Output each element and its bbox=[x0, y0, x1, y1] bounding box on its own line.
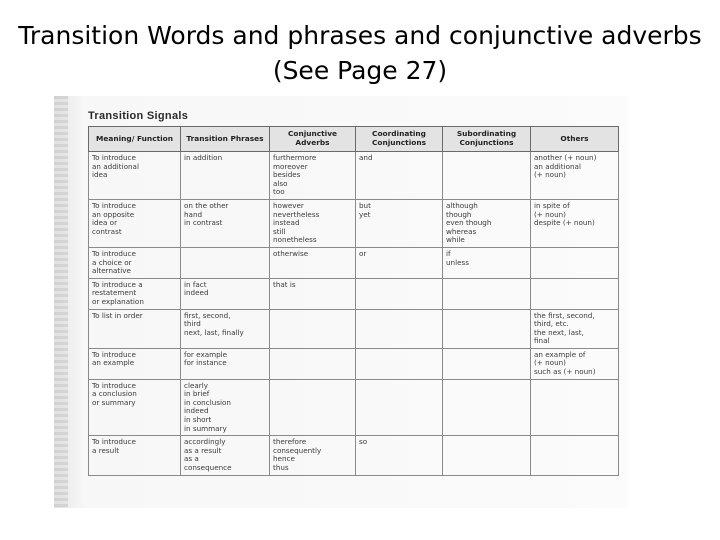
cell-adverbs bbox=[270, 348, 356, 379]
column-header-others: Others bbox=[531, 127, 619, 152]
cell-coordinating: but yet bbox=[356, 199, 443, 247]
cell-adverbs: otherwise bbox=[270, 247, 356, 278]
cell-phrases: clearly in brief in conclusion indeed in short in summary bbox=[181, 379, 270, 436]
cell-subordinating bbox=[443, 348, 531, 379]
cell-subordinating: although though even though whereas while bbox=[443, 199, 531, 247]
cell-others bbox=[531, 436, 619, 475]
cell-subordinating bbox=[443, 436, 531, 475]
column-header-adverbs: Conjunctive Adverbs bbox=[270, 127, 356, 152]
cell-others bbox=[531, 379, 619, 436]
cell-coordinating bbox=[356, 309, 443, 348]
cell-subordinating bbox=[443, 278, 531, 309]
table-row bbox=[89, 152, 619, 200]
cell-others: another (+ noun) an additional (+ noun) bbox=[531, 152, 619, 200]
cell-subordinating bbox=[443, 152, 531, 200]
cell-phrases: on the other hand in contrast bbox=[181, 199, 270, 247]
column-header-coordinating: Coordinating Conjunctions bbox=[356, 127, 443, 152]
cell-adverbs bbox=[270, 379, 356, 436]
table-header-row bbox=[89, 127, 619, 152]
column-header-phrases: Transition Phrases bbox=[181, 127, 270, 152]
cell-adverbs: however nevertheless instead still nonetheless bbox=[270, 199, 356, 247]
cell-coordinating bbox=[356, 278, 443, 309]
table-row bbox=[89, 278, 619, 309]
cell-function: To introduce an additional idea bbox=[89, 152, 181, 200]
column-header-function: Meaning/ Function bbox=[89, 127, 181, 152]
cell-coordinating: so bbox=[356, 436, 443, 475]
cell-phrases bbox=[181, 247, 270, 278]
cell-others bbox=[531, 247, 619, 278]
cell-coordinating bbox=[356, 348, 443, 379]
cell-function: To introduce an opposite idea or contrast bbox=[89, 199, 181, 247]
cell-others: the first, second, third, etc. the next, last, final bbox=[531, 309, 619, 348]
table-row bbox=[89, 436, 619, 475]
cell-adverbs: that is bbox=[270, 278, 356, 309]
cell-phrases: first, second, third next, last, finally bbox=[181, 309, 270, 348]
table-heading: Transition Signals bbox=[88, 110, 189, 122]
cell-adverbs: furthermore moreover besides also too bbox=[270, 152, 356, 200]
transition-signals-table bbox=[88, 126, 619, 476]
cell-coordinating: and bbox=[356, 152, 443, 200]
cell-adverbs bbox=[270, 309, 356, 348]
cell-function: To introduce a conclusion or summary bbox=[89, 379, 181, 436]
cell-phrases: in addition bbox=[181, 152, 270, 200]
table-row bbox=[89, 348, 619, 379]
cell-function: To introduce an example bbox=[89, 348, 181, 379]
cell-phrases: in fact indeed bbox=[181, 278, 270, 309]
cell-function: To introduce a choice or alternative bbox=[89, 247, 181, 278]
cell-subordinating: if unless bbox=[443, 247, 531, 278]
column-header-subordinating: Subordinating Conjunctions bbox=[443, 127, 531, 152]
slide-title: Transition Words and phrases and conjunctive adverbs (See Page 27) bbox=[18, 21, 702, 85]
cell-phrases: accordingly as a result as a consequence bbox=[181, 436, 270, 475]
cell-adverbs: therefore consequently hence thus bbox=[270, 436, 356, 475]
cell-function: To introduce a result bbox=[89, 436, 181, 475]
cell-others bbox=[531, 278, 619, 309]
cell-subordinating bbox=[443, 379, 531, 436]
cell-function: To introduce a restatement or explanation bbox=[89, 278, 181, 309]
table-row bbox=[89, 247, 619, 278]
table-row bbox=[89, 309, 619, 348]
cell-others: in spite of (+ noun) despite (+ noun) bbox=[531, 199, 619, 247]
cell-coordinating: or bbox=[356, 247, 443, 278]
table-row bbox=[89, 379, 619, 436]
table-row bbox=[89, 199, 619, 247]
cell-others: an example of (+ noun) such as (+ noun) bbox=[531, 348, 619, 379]
cell-subordinating bbox=[443, 309, 531, 348]
cell-phrases: for example for instance bbox=[181, 348, 270, 379]
cell-function: To list in order bbox=[89, 309, 181, 348]
cell-coordinating bbox=[356, 379, 443, 436]
scan-binding-edge bbox=[54, 96, 68, 508]
